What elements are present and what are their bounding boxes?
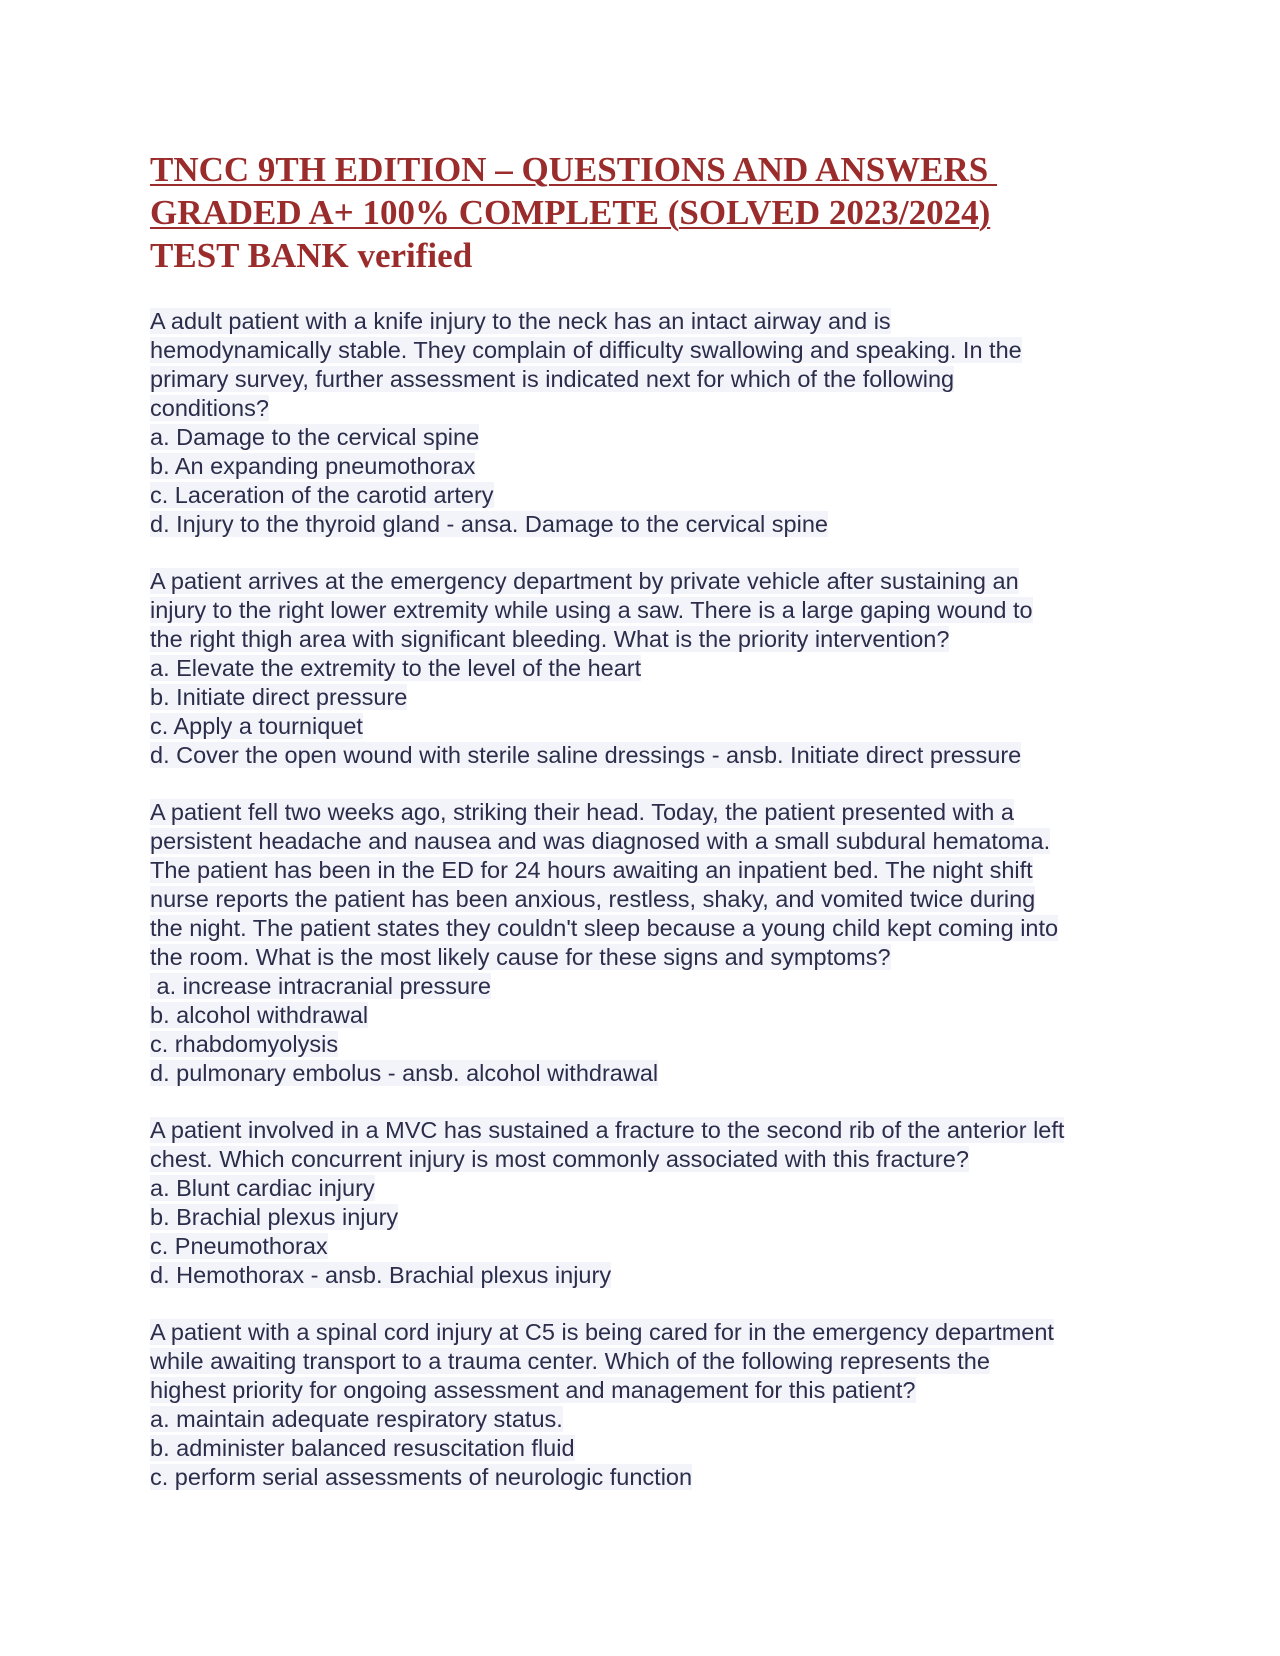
answer-option	[150, 510, 1150, 539]
question-1	[150, 307, 1150, 539]
question-line-text: A adult patient with a knife injury to the neck has an intact airway and is	[150, 308, 891, 334]
answer-option-text: c. Pneumothorax	[150, 1233, 328, 1259]
question-line	[150, 827, 1150, 856]
question-line	[150, 394, 1150, 423]
answer-option-text: a. maintain adequate respiratory status.	[150, 1406, 563, 1432]
question-line-text: highest priority for ongoing assessment and management for this patient?	[150, 1377, 916, 1403]
document-title	[150, 148, 1150, 277]
question-line	[150, 365, 1150, 394]
question-line	[150, 856, 1150, 885]
question-line	[150, 596, 1150, 625]
question-line-text: A patient arrives at the emergency department by private vehicle after sustaining an	[150, 568, 1019, 594]
answer-option	[150, 741, 1150, 770]
answer-option-text: d. Cover the open wound with sterile saline dressings - ansb. Initiate direct pressure	[150, 742, 1022, 768]
answer-option-text: a. Blunt cardiac injury	[150, 1175, 375, 1201]
answer-option-text: a. Elevate the extremity to the level of the heart	[150, 655, 642, 681]
question-line	[150, 1145, 1150, 1174]
question-line-text: the night. The patient states they couldn't sleep because a young child kept coming into	[150, 915, 1059, 941]
title-line-1-text: TNCC 9TH EDITION – QUESTIONS AND ANSWERS	[150, 150, 998, 189]
question-4	[150, 1116, 1150, 1290]
question-line-text: the room. What is the most likely cause for these signs and symptoms?	[150, 944, 891, 970]
answer-option	[150, 654, 1150, 683]
question-2	[150, 567, 1150, 770]
question-line-text: the right thigh area with significant bleeding. What is the priority intervention?	[150, 626, 950, 652]
question-line-text: A patient involved in a MVC has sustained a fracture to the second rib of the anterior left	[150, 1117, 1065, 1143]
answer-option	[150, 1463, 1150, 1492]
answer-option	[150, 452, 1150, 481]
question-line	[150, 1116, 1150, 1145]
answer-option-text: d. Hemothorax - ansb. Brachial plexus injury	[150, 1262, 612, 1288]
question-list	[150, 307, 1150, 1520]
question-line-text: A patient fell two weeks ago, striking their head. Today, the patient presented with a	[150, 799, 1014, 825]
answer-option	[150, 1059, 1150, 1088]
answer-option-text: a. Damage to the cervical spine	[150, 424, 480, 450]
answer-option	[150, 683, 1150, 712]
answer-option	[150, 1232, 1150, 1261]
question-line-text: injury to the right lower extremity while using a saw. There is a large gaping wound to	[150, 597, 1033, 623]
answer-option-text: b. administer balanced resuscitation fluid	[150, 1435, 575, 1461]
question-line	[150, 336, 1150, 365]
answer-option	[150, 1203, 1150, 1232]
question-line	[150, 914, 1150, 943]
question-line-text: hemodynamically stable. They complain of difficulty swallowing and speaking. In the	[150, 337, 1022, 363]
title-line-3	[150, 234, 1150, 277]
answer-option-text: b. Brachial plexus injury	[150, 1204, 399, 1230]
answer-option-text: d. Injury to the thyroid gland - ansa. Damage to the cervical spine	[150, 511, 828, 537]
question-line-text: The patient has been in the ED for 24 hours awaiting an inpatient bed. The night shift	[150, 857, 1033, 883]
question-line	[150, 943, 1150, 972]
answer-option-text: b. alcohol withdrawal	[150, 1002, 369, 1028]
question-line	[150, 1347, 1150, 1376]
answer-option	[150, 1405, 1150, 1434]
answer-option-text: d. pulmonary embolus - ansb. alcohol withdrawal	[150, 1060, 659, 1086]
answer-option-text: c. Apply a tourniquet	[150, 713, 363, 739]
question-line-text: A patient with a spinal cord injury at C5 is being cared for in the emergency department	[150, 1319, 1054, 1345]
answer-option-text: c. rhabdomyolysis	[150, 1031, 339, 1057]
question-line	[150, 307, 1150, 336]
answer-option-text: c. Laceration of the carotid artery	[150, 482, 494, 508]
answer-option	[150, 972, 1150, 1001]
question-line-text: primary survey, further assessment is indicated next for which of the following	[150, 366, 955, 392]
question-line	[150, 1318, 1150, 1347]
question-3	[150, 798, 1150, 1088]
question-line-text: persistent headache and nausea and was diagnosed with a small subdural hematoma.	[150, 828, 1051, 854]
answer-option	[150, 481, 1150, 510]
answer-option	[150, 1001, 1150, 1030]
question-5	[150, 1318, 1150, 1492]
answer-option	[150, 423, 1150, 452]
answer-option-text: c. perform serial assessments of neurologic function	[150, 1464, 693, 1490]
question-line-text: chest. Which concurrent injury is most commonly associated with this fracture?	[150, 1146, 969, 1172]
title-line-3-text: TEST BANK verified	[150, 236, 473, 275]
question-line	[150, 625, 1150, 654]
answer-option	[150, 1030, 1150, 1059]
question-line	[150, 1376, 1150, 1405]
answer-option	[150, 712, 1150, 741]
question-line	[150, 798, 1150, 827]
title-line-1	[150, 148, 1150, 191]
answer-option-text: b. An expanding pneumothorax	[150, 453, 476, 479]
answer-option	[150, 1434, 1150, 1463]
answer-option-text: a. increase intracranial pressure	[150, 973, 491, 999]
question-line-text: while awaiting transport to a trauma center. Which of the following represents the	[150, 1348, 990, 1374]
answer-option	[150, 1174, 1150, 1203]
title-line-2	[150, 191, 1150, 234]
question-line	[150, 885, 1150, 914]
question-line	[150, 567, 1150, 596]
answer-option-text: b. Initiate direct pressure	[150, 684, 408, 710]
question-line-text: nurse reports the patient has been anxious, restless, shaky, and vomited twice during	[150, 886, 1036, 912]
question-line-text: conditions?	[150, 395, 269, 421]
answer-option	[150, 1261, 1150, 1290]
title-line-2-text: GRADED A+ 100% COMPLETE (SOLVED 2023/2024)	[150, 193, 991, 232]
